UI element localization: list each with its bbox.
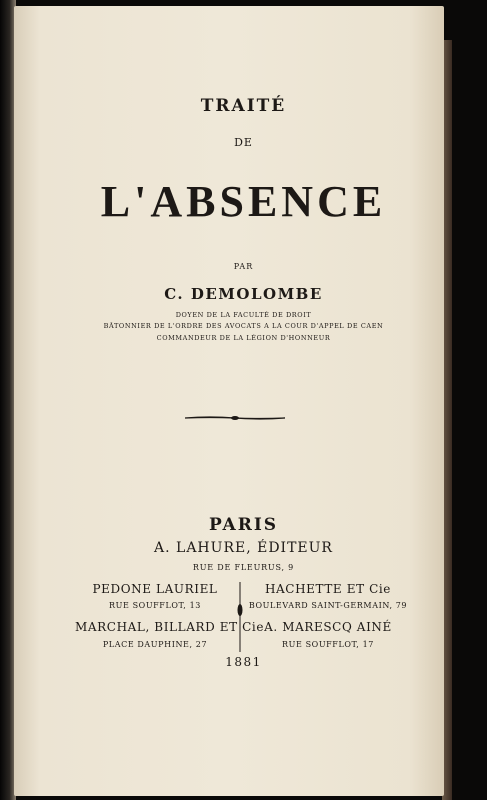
author-title-1: DOYEN DE LA FACULTÉ DE DROIT: [175, 311, 312, 319]
ornament-rule: [185, 413, 285, 423]
author-title-3: COMMANDEUR DE LA LÉGION D'HONNEUR: [156, 334, 331, 342]
title-page: [14, 6, 444, 796]
imprint-publisher: A. LAHURE, ÉDITEUR: [154, 540, 333, 556]
bookseller-name: A. MARESCQ AINÉ: [264, 620, 392, 634]
imprint-publisher-address: RUE DE FLEURUS, 9: [192, 563, 295, 572]
author-title-2: BÂTONNIER DE L'ORDRE DES AVOCATS A LA COUR D'APPEL DE CAEN: [103, 322, 384, 330]
publication-year: 1881: [225, 655, 262, 669]
main-title: L'ABSENCE: [100, 177, 387, 226]
author-name: C. DEMOLOMBE: [164, 285, 323, 303]
bookseller-name: PEDONE LAURIEL: [92, 582, 218, 596]
imprint-city: PARIS: [208, 515, 279, 535]
bookseller-name: MARCHAL, BILLARD ET Cie: [75, 620, 265, 634]
column-divider: [236, 582, 244, 652]
bookseller-address: RUE SOUFFLOT, 13: [109, 601, 201, 610]
title-line-2: DE: [234, 136, 253, 149]
author-par: PAR: [233, 262, 254, 271]
bookseller-address: BOULEVARD SAINT-GERMAIN, 79: [248, 601, 408, 610]
bookseller-address: PLACE DAUPHINE, 27: [102, 640, 208, 649]
bookseller-address: RUE SOUFFLOT, 17: [282, 640, 374, 649]
bookseller-name: HACHETTE ET Cie: [264, 582, 392, 596]
title-line-1: TRAITÉ: [200, 96, 287, 116]
